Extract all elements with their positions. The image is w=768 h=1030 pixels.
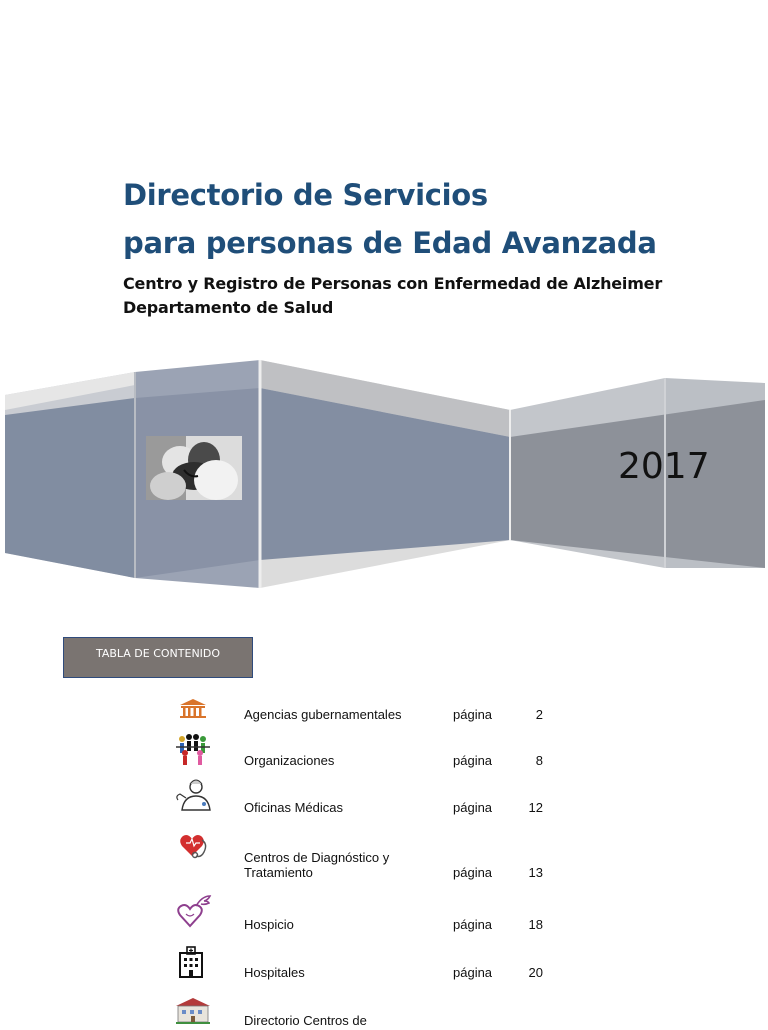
document-subtitle-line1: Centro y Registro de Personas con Enfermedad de Alzheimer — [123, 274, 663, 293]
toc-item-label: Directorio Centros de — [244, 1013, 367, 1028]
toc-page-word: página — [453, 965, 493, 980]
care-center-icon — [174, 996, 212, 1030]
toc-page-word: página — [453, 917, 493, 932]
toc-item-label: Organizaciones — [244, 753, 335, 768]
toc-page-number: 20 — [528, 965, 543, 980]
people-group-icon — [174, 733, 212, 767]
toc-item-label: Agencias gubernamentales — [244, 707, 402, 722]
toc-item-label: Hospicio — [244, 917, 294, 932]
toc-page-number: 18 — [528, 917, 543, 932]
toc-page-number: 2 — [535, 707, 543, 722]
document-title-line1: Directorio de Servicios — [123, 178, 488, 212]
toc-page-number: 12 — [528, 800, 543, 815]
elderly-couple-photo — [146, 436, 242, 500]
toc-item-label: Oficinas Médicas — [244, 800, 343, 815]
doctor-icon — [174, 778, 212, 812]
cover-year: 2017 — [618, 446, 710, 487]
toc-page-number: 13 — [528, 865, 543, 880]
toc-page-word: página — [453, 800, 493, 815]
toc-item-label: Hospitales — [244, 965, 305, 980]
hospital-building-icon — [174, 946, 212, 980]
toc-header: TABLA DE CONTENIDO — [63, 637, 253, 678]
document-subtitle-line2: Departamento de Salud — [123, 298, 334, 317]
government-building-icon — [174, 696, 212, 730]
toc-page-number: 8 — [535, 753, 543, 768]
toc-page-word: página — [453, 753, 493, 768]
toc-page-word: página — [453, 707, 493, 722]
heart-stethoscope-icon — [174, 830, 212, 864]
toc-page-word: página — [453, 865, 493, 880]
document-title-line2: para personas de Edad Avanzada — [123, 226, 657, 260]
toc-item-label: Centros de Diagnóstico y Tratamiento — [244, 850, 390, 880]
winged-heart-icon — [174, 894, 212, 928]
